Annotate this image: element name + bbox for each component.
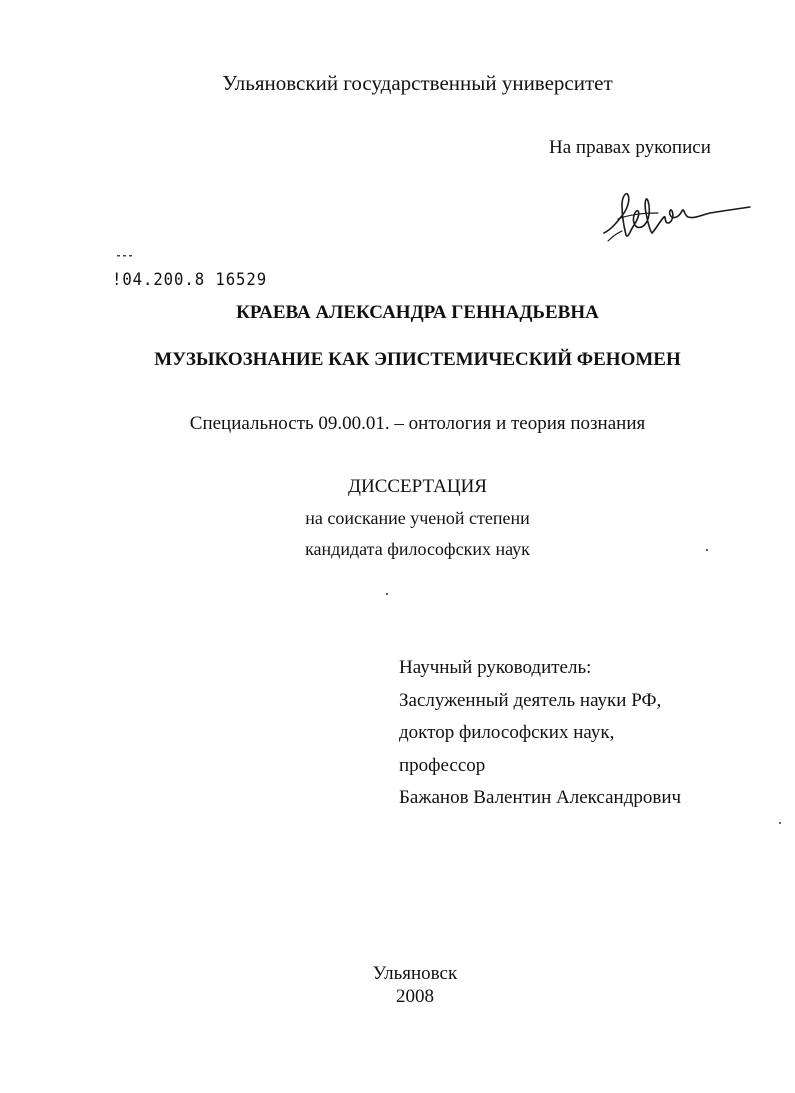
advisor-degree: доктор философских наук, <box>399 722 615 743</box>
scan-speck <box>386 593 388 595</box>
advisor-rank: профессор <box>399 754 486 776</box>
stamp-marks <box>116 253 134 259</box>
registration-number: !04.200.8 16529 <box>112 270 268 290</box>
university-name: Ульяновский государственный университет <box>222 71 613 95</box>
year: 2008 <box>396 986 434 1007</box>
specialty-line: Специальность 09.00.01. – онтология и теория познания <box>189 413 646 434</box>
work-type: ДИССЕРТАЦИЯ <box>348 476 487 497</box>
advisor-name: Бажанов Валентин Александрович <box>399 787 682 808</box>
scan-speck <box>779 822 781 824</box>
advisor-honor: Заслуженный деятель науки РФ, <box>399 689 662 711</box>
manuscript-note: На правах рукописи <box>549 137 711 158</box>
signature-image <box>598 185 758 247</box>
author-name: КРАЕВА АЛЕКСАНДРА ГЕННАДЬЕВНА <box>236 302 599 323</box>
city: Ульяновск <box>372 963 458 984</box>
scan-speck <box>706 549 708 551</box>
degree-line-1: на соискание ученой степени <box>305 508 530 528</box>
dissertation-title: МУЗЫКОЗНАНИЕ КАК ЭПИСТЕМИЧЕСКИЙ ФЕНОМЕН <box>154 349 681 370</box>
advisor-heading: Научный руководитель: <box>399 657 592 678</box>
degree-line-2: кандидата философских наук <box>305 539 530 559</box>
advisor-block <box>399 652 681 815</box>
